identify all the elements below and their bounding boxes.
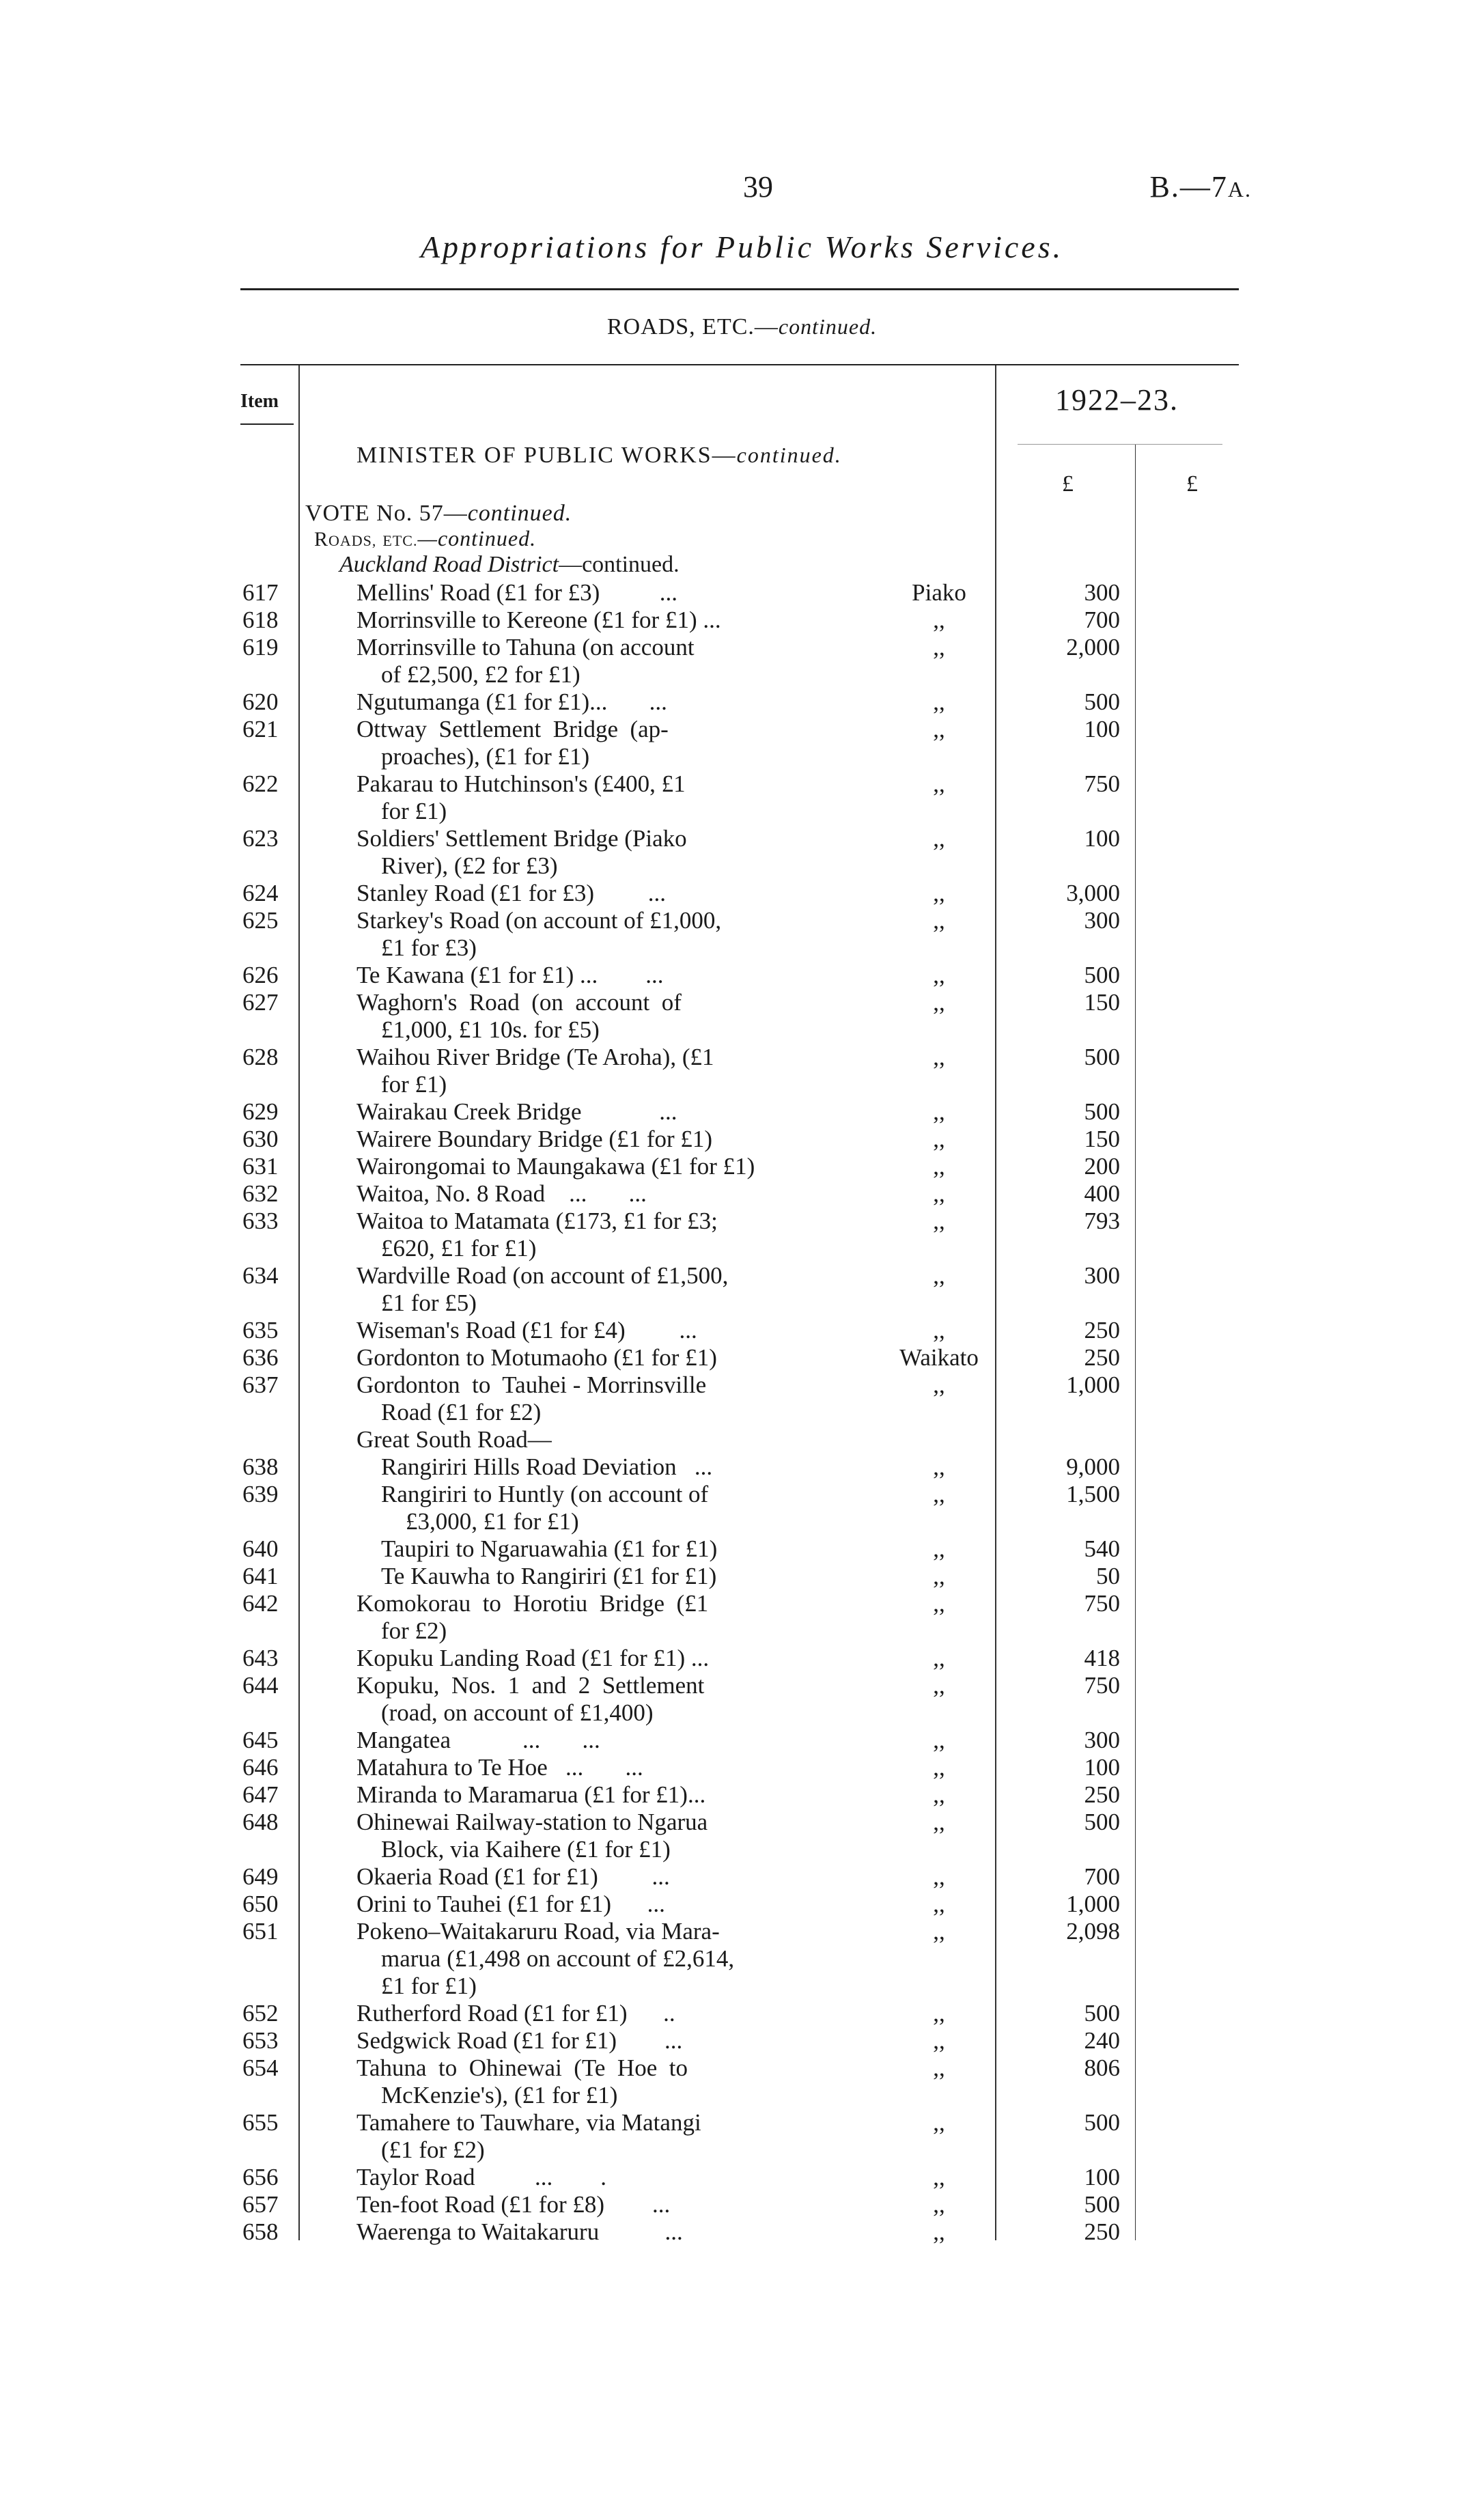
district-name: ,, <box>933 1754 945 1781</box>
road-description <box>356 1208 835 1262</box>
amount-value: 300 <box>1084 579 1120 606</box>
description-line: Wairere Boundary Bridge (£1 for £1) <box>356 1126 713 1152</box>
item-number: 623 <box>242 825 279 852</box>
road-description <box>356 2218 835 2246</box>
amount-value: 2,000 <box>1066 634 1120 660</box>
table-top-rule <box>240 364 1239 365</box>
district-name: ,, <box>933 1262 945 1289</box>
item-number: 617 <box>242 579 279 606</box>
road-description <box>356 1344 835 1371</box>
item-number: 627 <box>242 989 279 1016</box>
item-number: 655 <box>242 2109 279 2136</box>
description-line: Wardville Road (on account of £1,500, <box>356 1262 729 1289</box>
amount-value: 500 <box>1084 2109 1120 2136</box>
item-number: 624 <box>242 880 279 906</box>
district-name: ,, <box>933 1672 945 1699</box>
description-continuation: for £2) <box>381 1617 447 1644</box>
page-number: 39 <box>743 170 773 204</box>
road-description <box>356 1317 835 1344</box>
road-description <box>381 1563 859 1590</box>
road-description <box>356 1371 835 1426</box>
road-description <box>356 1754 835 1781</box>
road-description <box>356 1781 835 1809</box>
description-line: Morrinsville to Tahuna (on account <box>356 634 695 660</box>
description-line: Pakarau to Hutchinson's (£400, £1 <box>356 770 686 797</box>
item-number: 635 <box>242 1317 279 1343</box>
amount-value: 250 <box>1084 1317 1120 1343</box>
amount-value: 1,000 <box>1066 1891 1120 1917</box>
description-line: Orini to Tauhei (£1 for £1) ... <box>356 1891 665 1917</box>
item-number: 654 <box>242 2055 279 2081</box>
district-name: ,, <box>933 907 945 934</box>
road-description <box>356 1098 835 1126</box>
district-name: ,, <box>933 1317 945 1343</box>
amount-value: 250 <box>1084 1344 1120 1371</box>
amount-value: 300 <box>1084 1727 1120 1753</box>
item-number: 645 <box>242 1727 279 1753</box>
district-name: ,, <box>933 1781 945 1808</box>
road-description <box>356 2164 835 2191</box>
description-line: Waihou River Bridge (Te Aroha), (£1 <box>356 1044 714 1070</box>
road-description <box>356 2109 835 2164</box>
description-continuation: for £1) <box>381 1071 447 1098</box>
description-continuation: £620, £1 for £1) <box>381 1235 537 1262</box>
description-continuation: £1 for £1) <box>381 1973 477 1999</box>
description-line: Gordonton to Motumaoho (£1 for £1) <box>356 1344 717 1371</box>
amount-value: 300 <box>1084 1262 1120 1289</box>
road-description <box>356 2000 835 2027</box>
description-continuation: (£1 for £2) <box>381 2136 485 2163</box>
road-description <box>356 1126 835 1153</box>
amount-value: 540 <box>1084 1535 1120 1562</box>
district-name: ,, <box>933 2164 945 2190</box>
item-number: 653 <box>242 2027 279 2054</box>
description-line: Miranda to Maramarua (£1 for £1)... <box>356 1781 706 1808</box>
item-number: 643 <box>242 1645 279 1671</box>
road-description <box>356 2027 835 2055</box>
year-column-header: 1922–23. <box>1055 383 1179 417</box>
item-number: 632 <box>242 1180 279 1207</box>
amount-value: 500 <box>1084 2191 1120 2218</box>
description-line: Starkey's Road (on account of £1,000, <box>356 907 722 934</box>
amount-value: 100 <box>1084 1754 1120 1781</box>
amount-value: 240 <box>1084 2027 1120 2054</box>
description-line: Morrinsville to Kereone (£1 for £1) ... <box>356 607 721 633</box>
road-description <box>356 2191 835 2218</box>
amount-value: 500 <box>1084 962 1120 988</box>
district-name: ,, <box>933 1153 945 1180</box>
amount-value: 100 <box>1084 2164 1120 2190</box>
description-line: Te Kauwha to Rangiriri (£1 for £1) <box>381 1563 717 1589</box>
item-number: 625 <box>242 907 279 934</box>
item-number: 628 <box>242 1044 279 1070</box>
currency-symbol-amount: £ <box>1062 471 1074 497</box>
amount-value: 300 <box>1084 907 1120 934</box>
road-description <box>356 1262 835 1317</box>
description-continuation: £1 for £3) <box>381 934 477 961</box>
item-number: 622 <box>242 770 279 797</box>
district-name: ,, <box>933 1098 945 1125</box>
roads-heading <box>314 526 536 551</box>
description-line: Ten-foot Road (£1 for £8) ... <box>356 2191 671 2218</box>
minister-name: MINISTER OF PUBLIC WORKS— <box>356 443 737 468</box>
amount-value: 500 <box>1084 1809 1120 1835</box>
road-description <box>381 1481 859 1535</box>
description-line: Kopuku Landing Road (£1 for £1) ... <box>356 1645 710 1671</box>
description-line: Ottway Settlement Bridge (ap- <box>356 716 669 742</box>
amount-value: 750 <box>1084 1672 1120 1699</box>
description-line: Taylor Road ... . <box>356 2164 606 2190</box>
description-line: Matahura to Te Hoe ... ... <box>356 1754 643 1781</box>
item-number: 649 <box>242 1863 279 1890</box>
road-description <box>356 1645 835 1672</box>
description-line: Tahuna to Ohinewai (Te Hoe to <box>356 2055 688 2081</box>
district-name: Waikato <box>899 1344 979 1371</box>
item-number: 621 <box>242 716 279 742</box>
road-description <box>356 770 835 825</box>
description-line: Waitoa, No. 8 Road ... ... <box>356 1180 647 1207</box>
road-description <box>356 1153 835 1180</box>
district-name: ,, <box>933 1126 945 1152</box>
road-description <box>356 579 835 607</box>
item-number: 658 <box>242 2218 279 2245</box>
document-reference <box>1150 169 1252 204</box>
description-line: Rangiriri Hills Road Deviation ... <box>381 1453 713 1480</box>
section-title <box>0 314 1484 340</box>
vote-heading <box>305 501 572 527</box>
item-number: 640 <box>242 1535 279 1562</box>
total-column-divider <box>1135 444 1136 2240</box>
item-number: 636 <box>242 1344 279 1371</box>
description-line: Ohinewai Railway-station to Ngarua <box>356 1809 708 1835</box>
amount-value: 750 <box>1084 1590 1120 1617</box>
roads-etc: ETC. <box>382 532 418 549</box>
amount-value: 1,000 <box>1066 1371 1120 1398</box>
section-title-cont: continued. <box>778 314 878 339</box>
item-header-underline <box>240 423 294 425</box>
item-number: 646 <box>242 1754 279 1781</box>
item-number: 652 <box>242 2000 279 2027</box>
currency-symbol-total: £ <box>1186 471 1198 497</box>
amount-value: 500 <box>1084 2000 1120 2027</box>
district-name: ,, <box>933 1044 945 1070</box>
road-description <box>356 1863 835 1891</box>
description-line: Tamahere to Tauwhare, via Matangi <box>356 2109 701 2136</box>
description-line: Ngutumanga (£1 for £1)... ... <box>356 688 667 715</box>
district-name: ,, <box>933 716 945 742</box>
description-continuation: £3,000, £1 for £1) <box>406 1508 579 1535</box>
amount-value: 500 <box>1084 1098 1120 1125</box>
roads-cont: —continued. <box>417 526 537 551</box>
item-column-header: Item <box>240 391 279 412</box>
district-name: ,, <box>933 2109 945 2136</box>
district-name: ,, <box>933 1180 945 1207</box>
item-number: 630 <box>242 1126 279 1152</box>
road-description <box>356 688 835 716</box>
amount-value: 50 <box>1096 1563 1120 1589</box>
vote-cont: continued. <box>467 501 572 526</box>
district-name: ,, <box>933 2055 945 2081</box>
road-description <box>356 1891 835 1918</box>
district-heading <box>339 552 680 578</box>
district-name: ,, <box>933 1590 945 1617</box>
description-line: Kopuku, Nos. 1 and 2 Settlement <box>356 1672 705 1699</box>
description-line: Taupiri to Ngaruawahia (£1 for £1) <box>381 1535 718 1562</box>
amount-value: 200 <box>1084 1153 1120 1180</box>
description-line: Mellins' Road (£1 for £3) ... <box>356 579 678 606</box>
description-line: Rangiriri to Huntly (on account of <box>381 1481 709 1507</box>
description-line: Okaeria Road (£1 for £1) ... <box>356 1863 670 1890</box>
description-line: Waghorn's Road (on account of <box>356 989 682 1016</box>
amount-value: 700 <box>1084 1863 1120 1890</box>
district-name: ,, <box>933 1645 945 1671</box>
district-name: ,, <box>933 1863 945 1890</box>
district-name: ,, <box>933 825 945 852</box>
amount-value: 250 <box>1084 1781 1120 1808</box>
district-name: ,, <box>933 1727 945 1753</box>
district-name: ,, <box>933 1563 945 1589</box>
year-header-rule <box>1018 444 1222 445</box>
amount-value: 500 <box>1084 1044 1120 1070</box>
amount-value: 793 <box>1084 1208 1120 1234</box>
district-name: Auckland Road District <box>339 552 559 577</box>
item-number: 637 <box>242 1371 279 1398</box>
description-line: Wiseman's Road (£1 for £4) ... <box>356 1317 697 1343</box>
district-name: ,, <box>933 1208 945 1234</box>
item-number: 620 <box>242 688 279 715</box>
road-description <box>381 1535 859 1563</box>
district-name: ,, <box>933 688 945 715</box>
road-description <box>381 1453 859 1481</box>
road-description <box>356 1672 835 1727</box>
district-name: ,, <box>933 634 945 660</box>
amount-value: 750 <box>1084 770 1120 797</box>
description-line: Rutherford Road (£1 for £1) .. <box>356 2000 675 2027</box>
vote-label: VOTE No. 57— <box>305 501 468 526</box>
road-description <box>356 880 835 907</box>
district-name: Piako <box>912 579 966 606</box>
district-name: ,, <box>933 880 945 906</box>
item-number: 619 <box>242 634 279 660</box>
description-continuation: McKenzie's), (£1 for £1) <box>381 2082 618 2108</box>
road-description <box>356 989 835 1044</box>
amount-value: 3,000 <box>1066 880 1120 906</box>
road-description <box>356 1044 835 1098</box>
description-line: Komokorau to Horotiu Bridge (£1 <box>356 1590 709 1617</box>
item-number: 642 <box>242 1590 279 1617</box>
doc-ref-main: B.—7 <box>1149 170 1228 204</box>
description-continuation: Road (£1 for £2) <box>381 1399 542 1425</box>
road-description <box>356 1180 835 1208</box>
road-description <box>356 2055 835 2109</box>
road-description <box>356 1809 835 1863</box>
amount-value: 250 <box>1084 2218 1120 2245</box>
district-name: ,, <box>933 1371 945 1398</box>
minister-heading <box>356 443 842 469</box>
great-south-road-subheading: Great South Road— <box>356 1426 552 1453</box>
road-description <box>356 962 835 989</box>
district-name: ,, <box>933 1535 945 1562</box>
description-continuation: of £2,500, £2 for £1) <box>381 661 580 688</box>
title-rule <box>240 288 1239 290</box>
amount-value: 806 <box>1084 2055 1120 2081</box>
amount-value: 100 <box>1084 716 1120 742</box>
amount-value: 1,500 <box>1066 1481 1120 1507</box>
district-name: ,, <box>933 1891 945 1917</box>
amount-value: 2,098 <box>1066 1918 1120 1945</box>
road-description <box>356 634 835 688</box>
description-line: Stanley Road (£1 for £3) ... <box>356 880 666 906</box>
description-continuation: marua (£1,498 on account of £2,614, <box>381 1945 735 1972</box>
description-line: Te Kawana (£1 for £1) ... ... <box>356 962 664 988</box>
description-continuation: £1 for £5) <box>381 1290 477 1316</box>
district-name: ,, <box>933 1918 945 1945</box>
description-continuation: £1,000, £1 10s. for £5) <box>381 1016 600 1043</box>
item-number: 651 <box>242 1918 279 1945</box>
road-description <box>356 716 835 770</box>
district-cont: —continued. <box>559 552 680 577</box>
road-description <box>356 907 835 962</box>
item-number: 634 <box>242 1262 279 1289</box>
district-name: ,, <box>933 2000 945 2027</box>
item-number: 650 <box>242 1891 279 1917</box>
item-number: 618 <box>242 607 279 633</box>
description-line: Mangatea ... ... <box>356 1727 600 1753</box>
amount-value: 150 <box>1084 989 1120 1016</box>
description-line: Waitoa to Matamata (£173, £1 for £3; <box>356 1208 718 1234</box>
description-line: Gordonton to Tauhei - Morrinsville <box>356 1371 707 1398</box>
road-description <box>356 1918 835 2000</box>
item-number: 647 <box>242 1781 279 1808</box>
item-number: 631 <box>242 1153 279 1180</box>
amount-value: 700 <box>1084 607 1120 633</box>
amount-value: 418 <box>1084 1645 1120 1671</box>
amount-value: 500 <box>1084 688 1120 715</box>
road-description <box>356 607 835 634</box>
district-name: ,, <box>933 962 945 988</box>
district-name: ,, <box>933 2027 945 2054</box>
description-line: Soldiers' Settlement Bridge (Piako <box>356 825 687 852</box>
item-number: 626 <box>242 962 279 988</box>
minister-cont: continued. <box>736 443 842 467</box>
description-line: Wairongomai to Maungakawa (£1 for £1) <box>356 1153 755 1180</box>
roads-initial: R <box>314 528 329 551</box>
item-number: 648 <box>242 1809 279 1835</box>
page-title: Appropriations for Public Works Services. <box>420 229 1064 264</box>
amount-value: 400 <box>1084 1180 1120 1207</box>
description-continuation: Block, via Kaihere (£1 for £1) <box>381 1836 671 1863</box>
item-number: 639 <box>242 1481 279 1507</box>
item-number: 629 <box>242 1098 279 1125</box>
district-name: ,, <box>933 1481 945 1507</box>
amount-value: 100 <box>1084 825 1120 852</box>
road-description <box>356 1590 835 1645</box>
amount-value: 150 <box>1084 1126 1120 1152</box>
description-continuation: for £1) <box>381 798 447 824</box>
description-line: Sedgwick Road (£1 for £1) ... <box>356 2027 683 2054</box>
description-line: Waerenga to Waitakaruru ... <box>356 2218 683 2245</box>
district-name: ,, <box>933 607 945 633</box>
road-description <box>356 825 835 880</box>
district-name: ,, <box>933 989 945 1016</box>
item-number: 644 <box>242 1672 279 1699</box>
district-name: ,, <box>933 1809 945 1835</box>
item-number: 638 <box>242 1453 279 1480</box>
description-line: Wairakau Creek Bridge ... <box>356 1098 677 1125</box>
description-continuation: (road, on account of £1,400) <box>381 1699 654 1726</box>
item-number: 633 <box>242 1208 279 1234</box>
description-continuation: proaches), (£1 for £1) <box>381 743 590 770</box>
item-number: 657 <box>242 2191 279 2218</box>
item-number: 656 <box>242 2164 279 2190</box>
item-number: 641 <box>242 1563 279 1589</box>
district-name: ,, <box>933 770 945 797</box>
road-description <box>356 1727 835 1754</box>
description-continuation: River), (£2 for £3) <box>381 852 558 879</box>
description-line: Pokeno–Waitakaruru Road, via Mara- <box>356 1918 720 1945</box>
district-name: ,, <box>933 1453 945 1480</box>
doc-ref-suffix: A. <box>1227 177 1252 201</box>
roads-rest: OADS, <box>328 532 377 549</box>
amount-value: 9,000 <box>1066 1453 1120 1480</box>
section-title-main: ROADS, ETC.— <box>606 314 779 339</box>
district-name: ,, <box>933 2191 945 2218</box>
district-name: ,, <box>933 2218 945 2245</box>
